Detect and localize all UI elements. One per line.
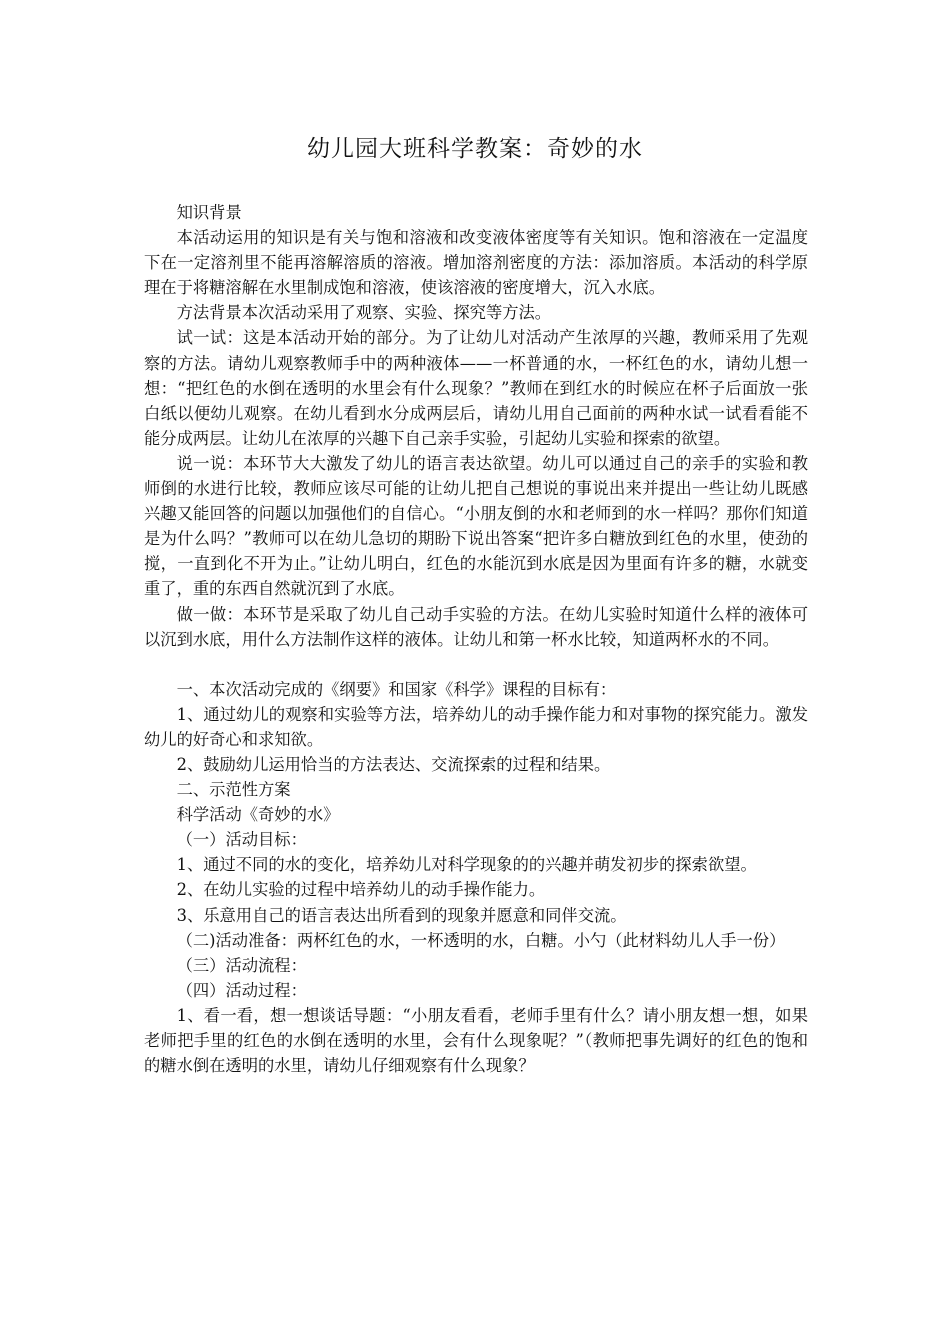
goal-item-1: 1、通过幼儿的观察和实验等方法，培养幼儿的动手操作能力和对事物的探究能力。激发幼儿的好奇心和求知欲。: [144, 704, 808, 749]
process-step-1: 1、看一看，想一想谈话导题：“小朋友看看，老师手里有什么？请小朋友想一想，如果老师把手里的红色的水倒在透明的水里，会有什么现象呢？”（教师把事先调好的红色的饱和的糖水倒在透明的水里，请幼儿仔细观察有什么现象？: [144, 1005, 808, 1076]
section-heading-knowledge-background: 知识背景: [176, 203, 242, 222]
paragraph-do: 做一做：本环节是采取了幼儿自己动手实验的方法。在幼儿实验时知道什么样的液体可以沉到水底，用什么方法制作这样的液体。让幼儿和第一杯水比较，知道两杯水的不同。: [144, 604, 808, 649]
paragraph-gap: [144, 652, 808, 677]
paragraph-say: 说一说：本环节大大激发了幼儿的语言表达欲望。幼儿可以通过自己的亲手的实验和教师倒的水进行比较，教师应该尽可能的让幼儿把自己想说的事说出来并提出一些让幼儿既感兴趣又能回答的问题以加强他们的自信心。“小朋友倒的水和老师到的水一样吗？那你们知道是为什么吗？”教师可以在幼儿急切的期盼下说出答案“把许多白糖放到红色的水里，使劲的搅，一直到化不开为止。”让幼儿明白，红色的水能沉到水底是因为里面有许多的糖，水就变重了，重的东西自然就沉到了水底。: [144, 453, 808, 599]
paragraph-method-background: 方法背景本次活动采用了观察、实验、探究等方法。: [176, 303, 552, 323]
activity-goal-1: 1、通过不同的水的变化，培养幼儿对科学现象的的兴趣并萌发初步的探索欲望。: [176, 855, 757, 875]
document-title: 幼儿园大班科学教案：奇妙的水: [307, 136, 643, 162]
section-heading-plan: 二、示范性方案: [176, 780, 291, 800]
activity-goal-2: 2、在幼儿实验的过程中培养幼儿的动手操作能力。: [176, 880, 546, 900]
subheading-activity-process: （四）活动过程：: [176, 980, 307, 1000]
activity-preparation: （二)活动准备：两杯红色的水，一杯透明的水，白糖。小勺（此材料幼儿人手一份）: [176, 930, 786, 950]
paragraph-try: 试一试：这是本活动开始的部分。为了让幼儿对活动产生浓厚的兴趣，教师采用了先观察的方法。请幼儿观察教师手中的两种液体——一杯普通的水，一杯红色的水，请幼儿想一想：“把红色的水倒在透明的水里会有什么现象？”教师在到红水的时候应在杯子后面放一张白纸以便幼儿观察。在幼儿看到水分成两层后，请幼儿用自己面前的两种水试一试看看能不能分成两层。让幼儿在浓厚的兴趣下自己亲手实验，引起幼儿实验和探索的欲望。: [144, 328, 808, 448]
subheading-activity-flow: （三）活动流程：: [176, 955, 307, 975]
section-heading-goals: 一、本次活动完成的《纲要》和国家《科学》课程的目标有：: [176, 679, 617, 699]
paragraph-knowledge: 本活动运用的知识是有关与饱和溶液和改变液体密度等有关知识。饱和溶液在一定温度下在一定溶剂里不能再溶解溶质的溶液。增加溶剂密度的方法：添加溶质。本活动的科学原理在于将糖溶解在水里制成饱和溶液，使该溶液的密度增大，沉入水底。: [144, 228, 808, 298]
activity-name: 科学活动《奇妙的水》: [176, 805, 340, 825]
activity-goal-3: 3、乐意用自己的语言表达出所看到的现象并愿意和同伴交流。: [176, 905, 627, 925]
subheading-activity-goals: （一）活动目标：: [176, 830, 307, 850]
document-body: [144, 200, 808, 1078]
goal-item-2: 2、鼓励幼儿运用恰当的方法表达、交流探索的过程和结果。: [176, 754, 611, 774]
